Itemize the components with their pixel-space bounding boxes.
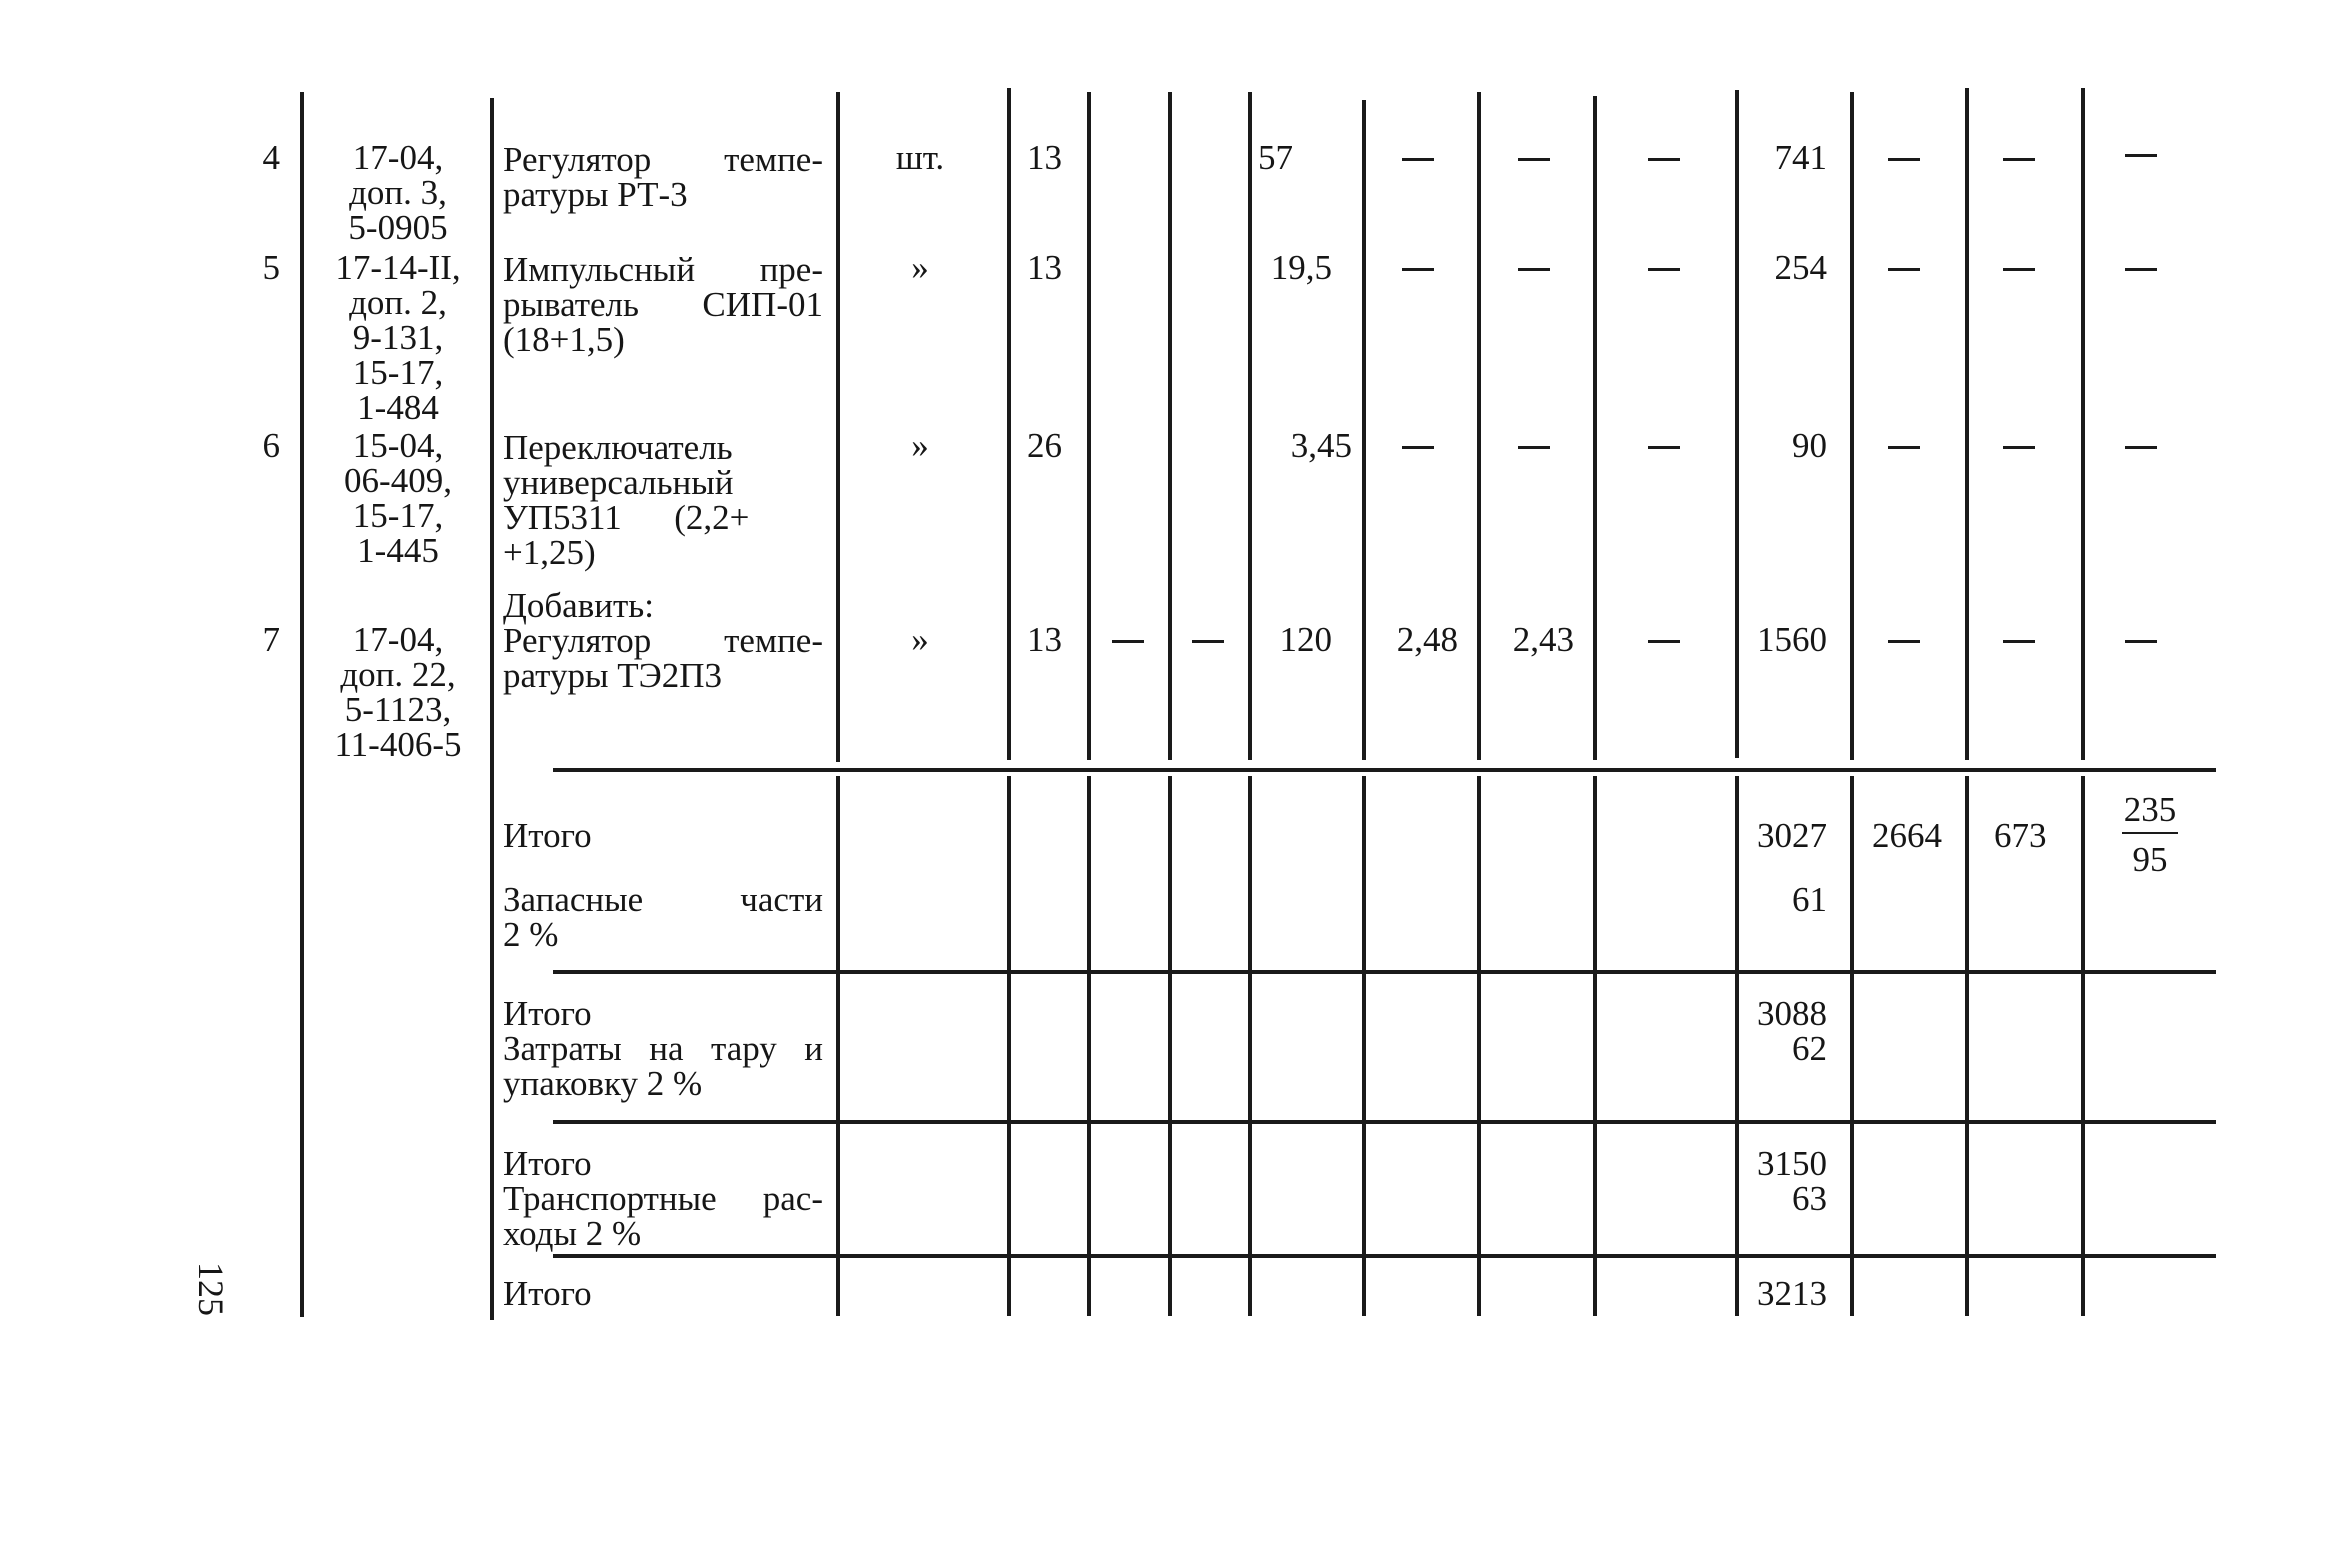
rule-h1 [553, 768, 2216, 772]
row-unit: » [911, 620, 929, 659]
rule-c9-upper [1735, 90, 1739, 758]
row-number: 4 [262, 138, 280, 177]
row-code-line: 06-409, [344, 461, 452, 500]
desc-line: Импульсный пре- [503, 250, 823, 289]
rule-c4-upper [1168, 92, 1172, 760]
rule-c12-lower [2081, 776, 2085, 1316]
dash-c7 [1518, 158, 1550, 161]
rule-h2 [553, 970, 2216, 974]
rule-qty-lower [1007, 776, 1011, 1316]
desc-line: Затраты на тару и [503, 1029, 823, 1068]
dash-c10 [1888, 446, 1920, 449]
row-description [503, 252, 823, 357]
itogo4-c9: 3213 [1757, 1274, 1827, 1313]
desc-line: Транспортные рас- [503, 1179, 823, 1218]
row-unit: » [911, 248, 929, 287]
packaging-label [503, 1031, 823, 1101]
rule-c8-lower [1593, 776, 1597, 1316]
dash-c12 [2125, 446, 2157, 449]
dash-c8 [1648, 640, 1680, 643]
dash-c6 [1402, 446, 1434, 449]
dash-c6 [1402, 268, 1434, 271]
row-code-line: доп. 22, [340, 655, 456, 694]
dash-c8 [1648, 268, 1680, 271]
row-c9: 90 [1792, 426, 1827, 465]
row-code-line: 15-17, [352, 353, 444, 392]
rule-c3-lower [1087, 776, 1091, 1316]
page-number: 125 [191, 1262, 231, 1316]
rule-c10-lower [1850, 776, 1854, 1316]
dash-c12 [2125, 154, 2157, 157]
packaging-c9: 62 [1792, 1029, 1827, 1068]
itogo1-c10: 2664 [1872, 816, 1942, 855]
row-c9: 1560 [1757, 620, 1827, 659]
row-unit: » [911, 426, 929, 465]
itogo1-c12-denominator: 95 [2132, 840, 2168, 879]
row-c9: 741 [1774, 138, 1827, 177]
dash-c4 [1192, 640, 1224, 643]
desc-line: ходы 2 % [503, 1214, 642, 1253]
row-number: 6 [262, 426, 280, 465]
dash-c8 [1648, 158, 1680, 161]
dash-c8 [1648, 446, 1680, 449]
dash-c11 [2003, 446, 2035, 449]
desc-line: +1,25) [503, 533, 596, 572]
rule-desc-upper [836, 92, 840, 762]
rule-desc-lower [836, 776, 840, 1316]
rule-c6-upper [1362, 100, 1366, 760]
rule-c9-lower [1735, 776, 1739, 1316]
desc-line: универсальный [503, 463, 734, 502]
dash-c7 [1518, 268, 1550, 271]
row-qty: 13 [1027, 138, 1062, 177]
dash-c6 [1402, 158, 1434, 161]
dash-c12 [2125, 268, 2157, 271]
rule-c12-upper [2081, 88, 2085, 760]
desc-line: 2 % [503, 915, 559, 954]
rule-h3 [553, 1120, 2216, 1124]
itogo1-c9: 3027 [1757, 816, 1827, 855]
dash-c10 [1888, 268, 1920, 271]
desc-line: Переключатель [503, 428, 733, 467]
dash-c11 [2003, 158, 2035, 161]
row-c5: 3,45 [1290, 426, 1352, 465]
row-code-line: доп. 2, [349, 283, 447, 322]
dash-c3 [1112, 640, 1144, 643]
itogo1-c12-numerator: 235 [2123, 790, 2177, 829]
dash-c10 [1888, 640, 1920, 643]
rule-c5-upper [1248, 92, 1252, 760]
row-code-line: 17-04, [352, 620, 444, 659]
desc-line: рыватель СИП-01 [503, 285, 823, 324]
row-qty: 26 [1027, 426, 1062, 465]
row-description [503, 588, 823, 693]
itogo3-c9: 3150 [1757, 1144, 1827, 1183]
row-qty: 13 [1027, 620, 1062, 659]
transport-c9: 63 [1792, 1179, 1827, 1218]
row-number: 5 [262, 248, 280, 287]
rule-left [300, 92, 304, 1317]
desc-line: (18+1,5) [503, 320, 625, 359]
desc-line: Регулятор темпе- [503, 621, 823, 660]
itogo2-c9: 3088 [1757, 994, 1827, 1033]
rule-c11-lower [1965, 776, 1969, 1316]
row-c9: 254 [1774, 248, 1827, 287]
rule-c3-upper [1087, 92, 1091, 760]
row-code-line: 5-0905 [348, 208, 448, 247]
rule-c8-upper [1593, 96, 1597, 760]
row-code-line: 11-406-5 [334, 725, 462, 764]
transport-label [503, 1181, 823, 1251]
rule-c11-upper [1965, 88, 1969, 760]
row-code-line: 17-14-II, [335, 248, 461, 287]
dash-c12 [2125, 640, 2157, 643]
row-code-line: 17-04, [352, 138, 444, 177]
dash-c7 [1518, 446, 1550, 449]
row-code-line: 5-1123, [344, 690, 452, 729]
itogo-label: Итого [503, 816, 592, 855]
rule-c7-lower [1477, 776, 1481, 1316]
rule-c6-lower [1362, 776, 1366, 1316]
row-c5: 57 [1258, 138, 1293, 177]
rule-c5-lower [1248, 776, 1252, 1316]
row-code-line: 1-484 [357, 388, 439, 427]
rule-code [490, 98, 494, 1320]
row-code-line: 1-445 [357, 531, 439, 570]
itogo-label: Итого [503, 994, 592, 1033]
fraction-bar [2122, 832, 2178, 834]
rule-c4-lower [1168, 776, 1172, 1316]
row-description [503, 142, 823, 212]
row-code-line: доп. 3, [349, 173, 447, 212]
row-c6: 2,48 [1396, 620, 1458, 659]
spare-parts-label [503, 882, 823, 952]
dash-c11 [2003, 268, 2035, 271]
row-c7: 2,43 [1512, 620, 1574, 659]
rule-h4 [553, 1254, 2216, 1258]
row-qty: 13 [1027, 248, 1062, 287]
rule-qty-upper [1007, 88, 1011, 760]
row-code-line: 15-17, [352, 496, 444, 535]
row-c5: 120 [1279, 620, 1332, 659]
desc-line: упаковку 2 % [503, 1064, 703, 1103]
dash-c11 [2003, 640, 2035, 643]
row-c5: 19,5 [1270, 248, 1332, 287]
itogo1-c11: 673 [1994, 816, 2047, 855]
desc-line: Регулятор темпе- [503, 140, 823, 179]
desc-line: ратуры РТ-3 [503, 175, 688, 214]
row-code-line: 15-04, [352, 426, 444, 465]
rule-c10-upper [1850, 92, 1854, 760]
row-description [503, 430, 823, 570]
dash-c10 [1888, 158, 1920, 161]
desc-header: Добавить: [503, 586, 654, 625]
spare-parts-c9: 61 [1792, 880, 1827, 919]
rule-c7-upper [1477, 92, 1481, 760]
itogo-label: Итого [503, 1144, 592, 1183]
itogo-label: Итого [503, 1274, 592, 1313]
row-unit: шт. [895, 138, 945, 177]
desc-line: УП5311 (2,2+ [503, 498, 750, 537]
desc-line: ратуры ТЭ2П3 [503, 656, 722, 695]
row-number: 7 [262, 620, 280, 659]
row-code-line: 9-131, [352, 318, 444, 357]
desc-line: Запасные части [503, 880, 823, 919]
